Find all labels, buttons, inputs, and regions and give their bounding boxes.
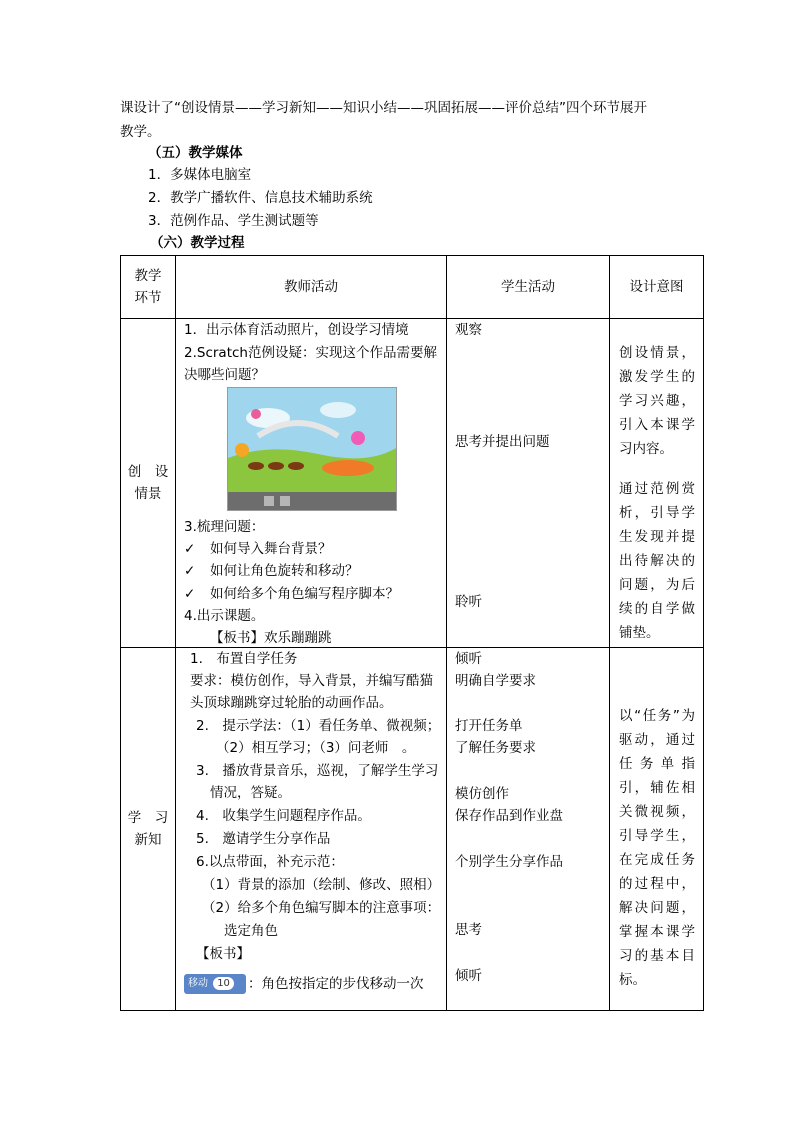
teacher-2-item-5: 5. 邀请学生分享作品	[196, 831, 331, 847]
teacher-2-item-2b: （2）相互学习；（3）问老师 。	[216, 740, 416, 756]
checklist-item-3: ✓ 如何给多个角色编写程序脚本？	[184, 586, 399, 602]
table-row	[121, 648, 704, 1011]
teacher-2-item-6b: （2）给多个角色编写脚本的注意事项：	[202, 900, 441, 916]
student-2-item-1: 倾听	[455, 651, 482, 667]
media-item-2: 2．教学广播软件、信息技术辅助系统	[148, 190, 373, 206]
scratch-stage-illustration	[228, 388, 396, 510]
student-cell-1	[447, 319, 610, 648]
teacher-2-item-6: 6.以点带面，补充示范：	[196, 854, 344, 870]
board-label: 【板书】	[196, 946, 250, 962]
intent-2-para-1: 以“任务”为驱动，通过任务单指引，辅佐相关微视频，引导学生，在完成任务的过程中，解决问题，掌握本课学习的基本目标。	[619, 708, 695, 988]
teacher-2-item-1a: 要求：模仿创作，导入背景，并编写酷猫	[190, 673, 433, 689]
student-2-item-5: 模仿创作	[455, 786, 509, 802]
teacher-2-item-6a: （1）背景的添加（绘制、修改、照相）	[202, 877, 441, 893]
student-2-item-6: 保存作品到作业盘	[455, 808, 563, 824]
media-heading: （五）教学媒体	[148, 145, 243, 161]
intro-line-2: 教学。	[120, 124, 161, 140]
checklist-item-2: ✓ 如何让角色旋转和移动？	[184, 563, 359, 579]
stage-2-line1: 学 习	[127, 810, 169, 826]
student-2-item-8: 思考	[455, 922, 482, 938]
student-cell-2	[447, 648, 610, 1011]
intent-1-para-1: 创设情景，激发学生的学习兴趣，引入本课学习内容。	[619, 345, 695, 457]
header-stage-line2: 环节	[134, 290, 162, 306]
stage-cell-1	[121, 319, 176, 648]
check-icon: ✓	[184, 563, 196, 579]
teacher-1-item-2b: 决哪些问题？	[184, 367, 265, 383]
intro-line-1: 课设计了“创设情景——学习新知——知识小结——巩固拓展——评价总结”四个环节展开	[120, 100, 647, 116]
checklist-item-1: ✓ 如何导入舞台背景？	[184, 541, 332, 557]
teacher-2-item-6c: 选定角色	[224, 923, 278, 939]
scratch-example-screenshot	[227, 387, 397, 511]
student-2-item-4: 了解任务要求	[455, 740, 536, 756]
teacher-1-item-2a: 2.Scratch范例设疑：实现这个作品需要解	[184, 345, 437, 361]
student-2-item-3: 打开任务单	[455, 718, 523, 734]
student-1-item-3: 聆听	[455, 594, 482, 610]
teacher-1-item-3: 3.梳理问题：	[184, 519, 265, 535]
teacher-cell-2	[176, 648, 447, 1011]
teacher-2-item-1b: 头顶球蹦跳穿过轮胎的动画作品。	[190, 695, 393, 711]
student-2-item-7: 个别学生分享作品	[455, 854, 563, 870]
header-student: 学生活动	[447, 256, 610, 319]
stage-2-line2: 新知	[134, 832, 162, 848]
intent-cell-2	[610, 648, 704, 1011]
student-2-item-9: 倾听	[455, 968, 482, 984]
intent-1-para-2: 通过范例赏析，引导学生发现并提出待解决的问题，为后续的自学做铺垫。	[619, 481, 695, 641]
check-icon: ✓	[184, 541, 196, 557]
student-2-item-2: 明确自学要求	[455, 673, 536, 689]
media-item-3: 3．范例作品、学生测试题等	[148, 213, 319, 229]
header-stage-line1: 教学	[134, 268, 162, 284]
header-intent: 设计意图	[610, 256, 704, 319]
teacher-1-item-4: 4.出示课题。	[184, 608, 265, 624]
table-header-row	[121, 256, 704, 319]
student-1-item-2: 思考并提出问题	[455, 434, 550, 450]
header-teacher: 教师活动	[176, 256, 447, 319]
move-block-description: ：角色按指定的步伐移动一次	[248, 976, 424, 992]
intent-cell-1	[610, 319, 704, 648]
stage-1-line1: 创 设	[127, 464, 169, 480]
teacher-2-item-1: 1. 布置自学任务	[190, 651, 298, 667]
teacher-2-item-3a: 3. 播放背景音乐，巡视，了解学生学习	[196, 763, 439, 779]
process-table	[120, 255, 704, 1011]
teacher-1-item-1: 1．出示体育活动照片，创设学习情境	[184, 322, 409, 338]
board-title: 【板书】欢乐蹦蹦跳	[210, 630, 332, 646]
teacher-2-item-2a: 2. 提示学法：（1）看任务单、微视频；	[196, 718, 441, 734]
teacher-2-item-4: 4. 收集学生问题程序作品。	[196, 808, 371, 824]
teacher-cell-1	[176, 319, 447, 648]
process-heading: （六）教学过程	[150, 235, 245, 251]
step-count-bubble: 10	[213, 977, 234, 990]
check-icon: ✓	[184, 586, 196, 602]
header-stage	[121, 256, 176, 319]
media-item-1: 1．多媒体电脑室	[148, 167, 252, 183]
student-1-item-1: 观察	[455, 322, 482, 338]
stage-1-line2: 情景	[134, 486, 162, 502]
teacher-2-item-3b: 情况，答疑。	[210, 785, 291, 801]
table-row	[121, 319, 704, 648]
scratch-move-block: 移动 10 步	[184, 974, 246, 994]
stage-cell-2	[121, 648, 176, 1011]
